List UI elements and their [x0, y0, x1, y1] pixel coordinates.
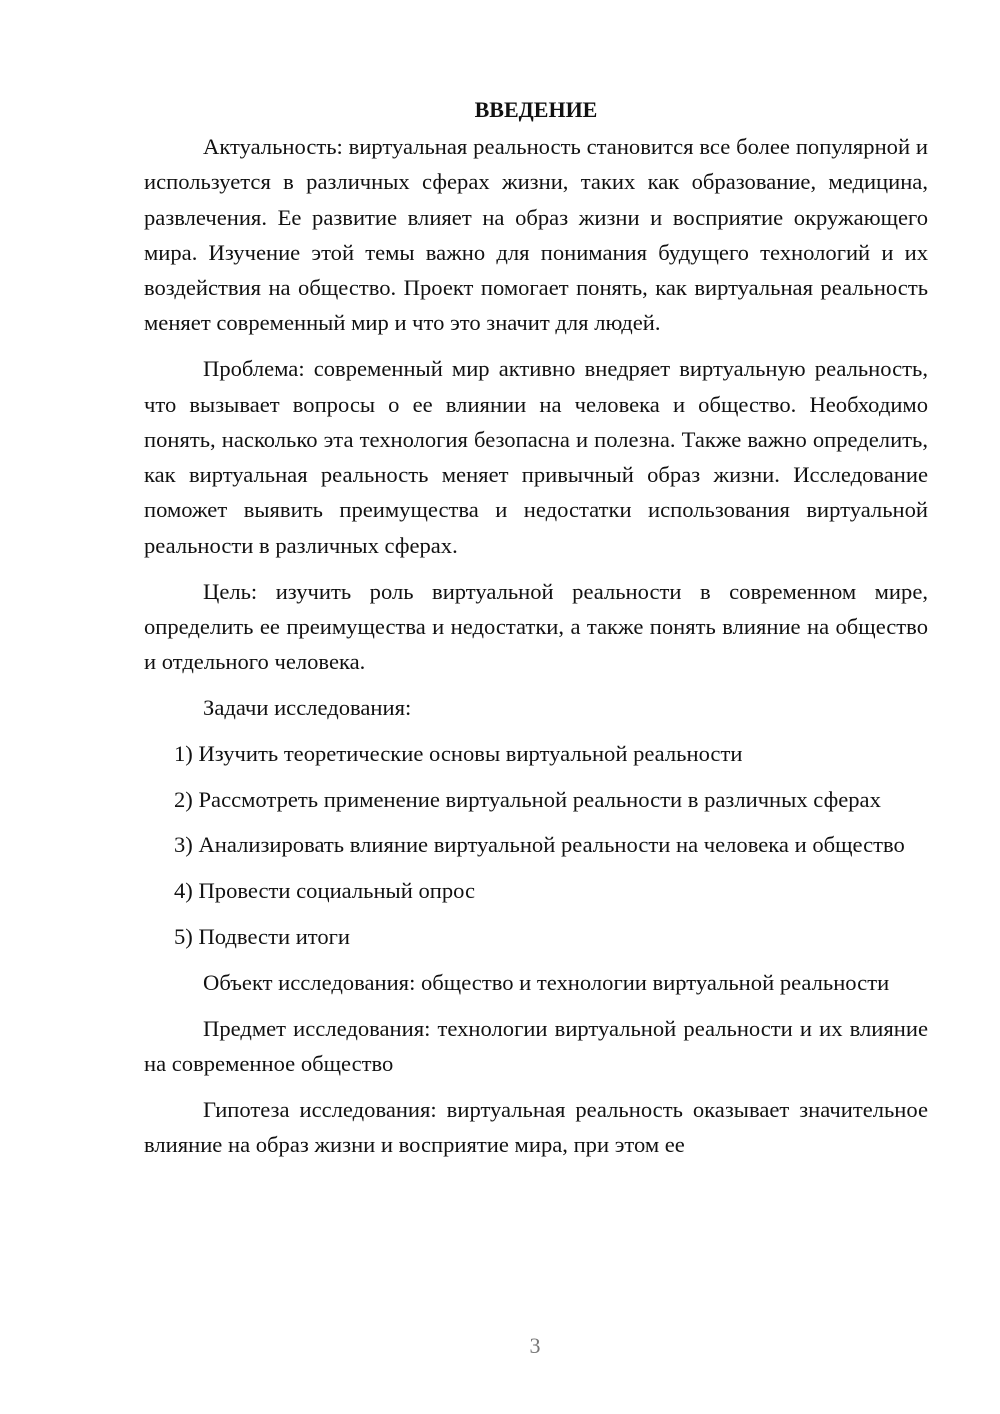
- research-object-paragraph: Объект исследования: общество и технологии виртуальной реальности: [203, 969, 890, 995]
- research-subject-paragraph: Предмет исследования: технологии виртуальной реальности и их влияние на современное общество: [144, 1015, 928, 1076]
- task-item-4: 4) Провести социальный опрос: [174, 878, 476, 904]
- task-item-3: 3) Анализировать влияние виртуальной реальности на человека и общество: [174, 832, 905, 858]
- page-content: [144, 92, 928, 1173]
- problem-paragraph: Проблема: современный мир активно внедряет виртуальную реальность, что вызывает вопросы о ее влиянии на человека и общество. Необходимо понять, насколько эта технология безопасна и полезна. Также важно определить, как виртуальная реальность меняет привычный образ жизни. Исследование поможет выявить преимущества и недостатки использования виртуальной реальности в различных сферах.: [144, 356, 928, 558]
- hypothesis-paragraph: Гипотеза исследования: виртуальная реальность оказывает значительное влияние на образ жизни и восприятие мира, при этом ее: [144, 1096, 928, 1157]
- task-item-5: 5) Подвести итоги: [174, 923, 351, 949]
- tasks-heading: Задачи исследования:: [203, 694, 412, 720]
- relevance-paragraph: Актуальность: виртуальная реальность становится все более популярной и используется в различных сферах жизни, таких как образование, медицина, развлечения. Ее развитие влияет на образ жизни и восприятие окружающего мира. Изучение этой темы важно для понимания будущего технологий и их воздействия на общество. Проект помогает понять, как виртуальная реальность меняет современный мир и что это значит для людей.: [144, 134, 928, 336]
- task-item-2: 2) Рассмотреть применение виртуальной реальности в различных сферах: [174, 786, 881, 812]
- section-title: ВВЕДЕНИЕ: [474, 97, 598, 122]
- goal-paragraph: Цель: изучить роль виртуальной реальности в современном мире, определить ее преимущества и недостатки, а также понять влияние на общество и отдельного человека.: [144, 578, 928, 675]
- page-number: 3: [529, 1333, 541, 1358]
- task-item-1: 1) Изучить теоретические основы виртуальной реальности: [174, 740, 743, 766]
